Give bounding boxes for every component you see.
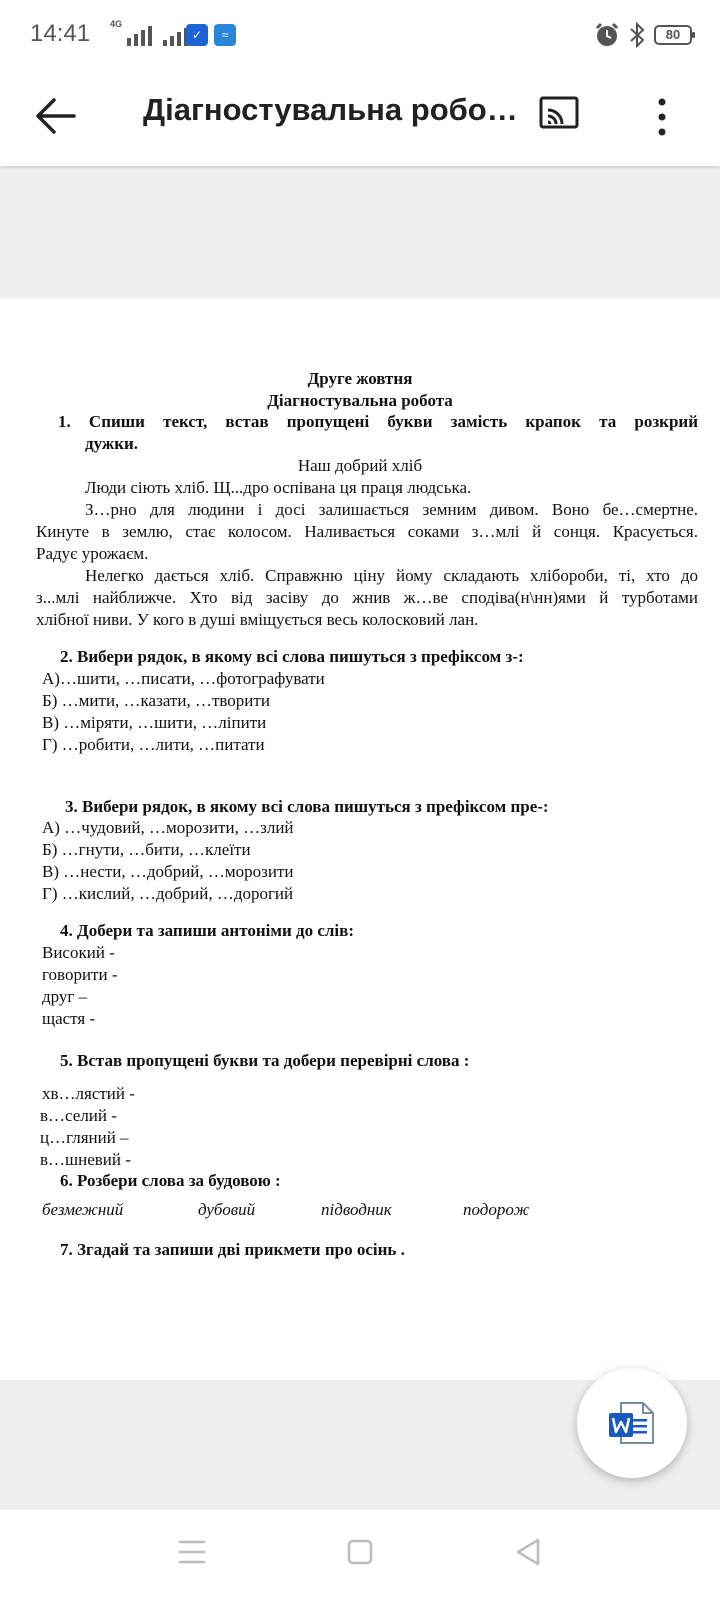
task6-word: безмежний — [42, 1200, 124, 1219]
task4-word: говорити - — [42, 965, 118, 984]
task1-paragraph: Радує урожаєм. — [36, 544, 149, 563]
task5-word: ц…гляний – — [40, 1128, 129, 1147]
task2-option: Г) …робити, …лити, …питати — [42, 735, 265, 754]
more-vert-icon — [648, 92, 676, 142]
document-background-top — [0, 166, 720, 298]
home-icon — [340, 1532, 380, 1572]
status-right — [594, 22, 692, 48]
task6-word: підводник — [321, 1200, 392, 1219]
shield-app-icon: ✓ — [186, 24, 208, 46]
translate-app-icon: ≈ — [214, 24, 236, 46]
task4-word: щастя - — [42, 1009, 96, 1028]
back-nav-icon — [508, 1532, 548, 1572]
task7-heading: 7. Згадай та запиши дві прикмети про осінь . — [60, 1240, 405, 1259]
task3-option: В) …нести, …добрий, …морозити — [42, 862, 294, 881]
cast-button[interactable] — [538, 94, 582, 134]
bluetooth-icon — [628, 22, 646, 48]
task2-option: Б) …мити, …казати, …творити — [42, 691, 270, 710]
task5-heading: 5. Встав пропущені букви та добери перевірні слова : — [60, 1051, 470, 1070]
status-bar — [0, 0, 720, 70]
task2-option: В) …міряти, …шити, …ліпити — [42, 713, 267, 732]
doc-title: Діагностувальна робота — [267, 391, 453, 410]
document-page[interactable] — [0, 298, 720, 1380]
recent-apps-button[interactable] — [172, 1532, 212, 1572]
task5-word: в…шневий - — [40, 1150, 131, 1169]
task1-heading: 1. Спиши текст, встав пропущені букви замість крапок та розкрий — [58, 412, 698, 431]
cast-icon — [538, 94, 582, 134]
word-icon — [607, 1401, 655, 1445]
back-arrow-icon — [30, 90, 82, 142]
task1-paragraph: З…рно для людини і досі залишається земним дивом. Воно бе…смертне. — [85, 500, 698, 519]
task6-heading: 6. Розбери слова за будовою : — [60, 1171, 281, 1190]
more-options-button[interactable] — [648, 92, 676, 142]
task6-word: подорож — [463, 1200, 530, 1219]
task4-word: друг – — [42, 987, 88, 1006]
network-type-label: 4G — [110, 19, 123, 29]
task3-heading: 3. Вибери рядок, в якому всі слова пишуться з префіксом пре-: — [65, 797, 549, 816]
task3-option: Г) …кислий, …добрий, …дорогий — [42, 884, 294, 903]
task1-heading-cont: дужки. — [85, 434, 139, 453]
home-button[interactable] — [340, 1532, 380, 1572]
task1-paragraph: хлібної ниви. У кого в душі вміщується весь колосковий лан. — [36, 610, 479, 629]
task3-option: Б) …гнути, …бити, …клеїти — [42, 840, 251, 859]
task4-heading: 4. Добери та запиши антоніми до слів: — [60, 921, 354, 940]
task2-option: А)…шити, …писати, …фотографувати — [42, 669, 325, 688]
task3-option: А) …чудовий, …морозити, …злий — [42, 818, 294, 837]
task1-paragraph: Люди сіють хліб. Щ...дро оспівана ця праця людська. — [85, 478, 472, 497]
open-in-word-button[interactable] — [577, 1368, 687, 1478]
app-bar — [0, 70, 720, 166]
task1-subtitle: Наш добрий хліб — [297, 456, 423, 475]
task1-paragraph: Кинуте в землю, стає колосом. Наливається соками з…млі й сонця. Красується. — [36, 522, 698, 541]
doc-date: Друге жовтня — [307, 369, 413, 388]
status-time: 14:41 — [30, 20, 91, 47]
task5-word: в…селий - — [40, 1106, 117, 1125]
task5-word: хв…лястий - — [42, 1084, 135, 1103]
page-title: Діагностувальна робо… — [143, 92, 518, 127]
back-nav-button[interactable] — [508, 1532, 548, 1572]
task1-paragraph: Нелегко дається хліб. Справжню ціну йому складають хлібороби, ті, хто до — [85, 566, 698, 585]
battery-icon: 80 — [654, 25, 692, 45]
alarm-icon — [594, 22, 620, 48]
back-button[interactable] — [30, 90, 82, 142]
task1-paragraph: з...млі найближче. Хто від засіву до жнив ж…ве сподіва(н\нн)ями й турботами — [36, 588, 698, 607]
task6-word: дубовий — [198, 1200, 256, 1219]
system-nav-bar — [0, 1510, 720, 1600]
signal-icon — [110, 19, 188, 46]
task4-word: Високий - — [42, 943, 115, 962]
menu-icon — [172, 1532, 212, 1572]
task2-heading: 2. Вибери рядок, в якому всі слова пишуться з префіксом з-: — [60, 647, 524, 666]
